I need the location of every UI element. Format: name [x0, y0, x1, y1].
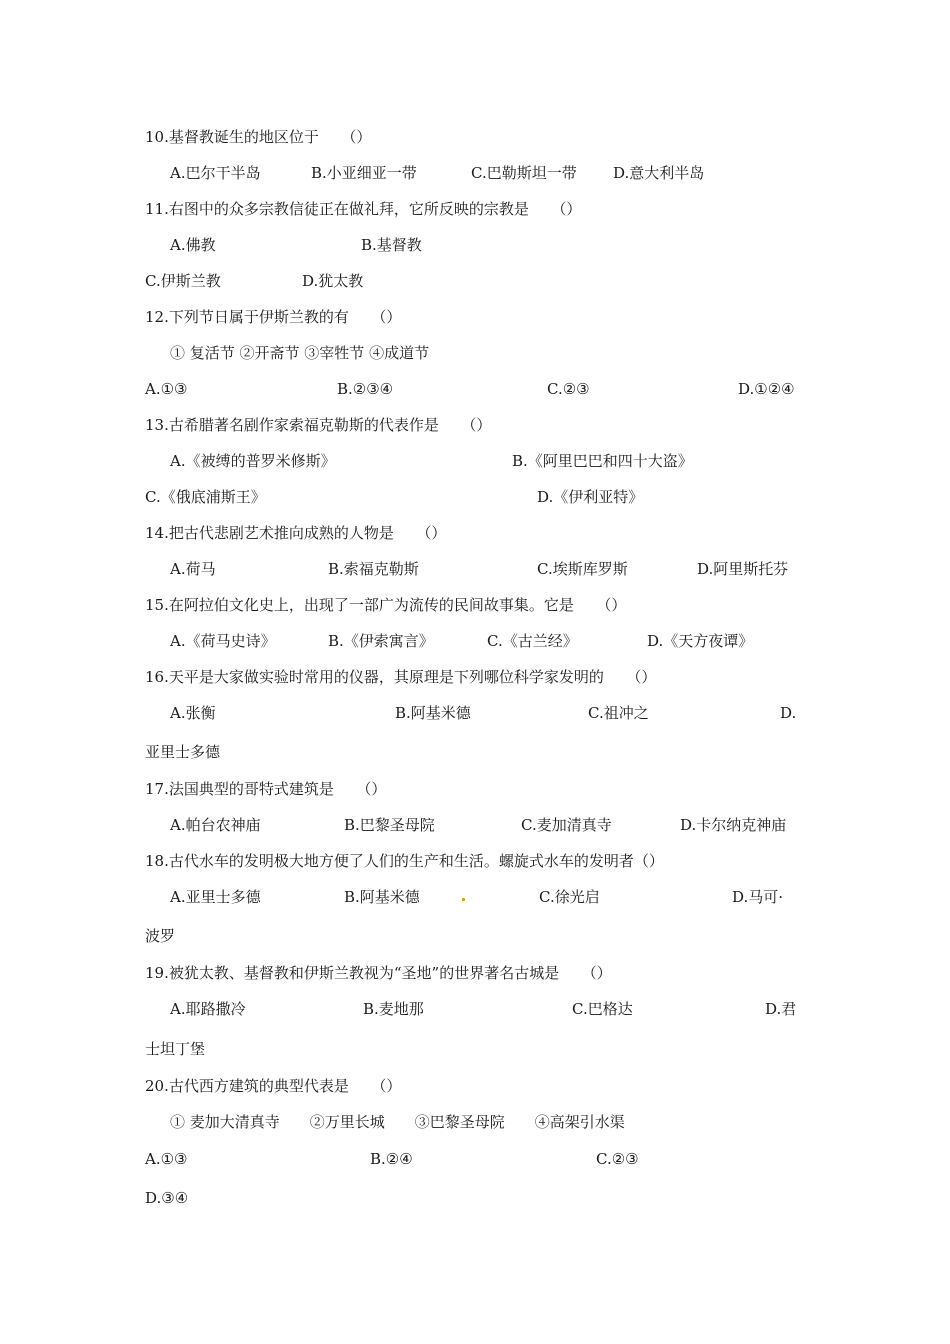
question-stem: 20.古代西方建筑的典型代表是 （） [145, 1077, 402, 1095]
option-d: D.君 [765, 1000, 797, 1018]
question-stem: 16.天平是大家做实验时常用的仪器，其原理是下列哪位科学家发明的 （） [145, 668, 657, 686]
option-d: D.阿里斯托芬 [697, 560, 789, 578]
option-b: B.②④ [370, 1150, 413, 1168]
option-b: B.麦地那 [363, 1000, 424, 1018]
option-a: A.《被缚的普罗米修斯》 [170, 452, 336, 470]
option-a: A.张衡 [170, 704, 216, 722]
question-items: ① 麦加大清真寺 ②万里长城 ③巴黎圣母院 ④高架引水渠 [170, 1113, 625, 1131]
option-d: D.《伊利亚特》 [537, 488, 644, 506]
option-b: B.小亚细亚一带 [311, 164, 417, 182]
question-stem: 18.古代水车的发明极大地方便了人们的生产和生活。螺旋式水车的发明者（） [145, 852, 664, 870]
question-stem: 17.法国典型的哥特式建筑是 （） [145, 780, 387, 798]
option-b: B.巴黎圣母院 [344, 816, 435, 834]
option-c: C.埃斯库罗斯 [537, 560, 628, 578]
question-stem: 14.把古代悲剧艺术推向成熟的人物是 （） [145, 524, 447, 542]
option-a: A.荷马 [170, 560, 216, 578]
option-c: C.伊斯兰教 [145, 272, 221, 290]
option-a: A.《荷马史诗》 [170, 632, 276, 650]
option-d-continued: 亚里士多德 [145, 743, 221, 761]
option-b: B.《阿里巴巴和四十大盗》 [512, 452, 693, 470]
option-c: C.②③ [596, 1150, 639, 1168]
option-a: A.巴尔干半岛 [170, 164, 261, 182]
option-c: C.《古兰经》 [487, 632, 578, 650]
stray-mark [462, 898, 465, 901]
option-c: C.《俄底浦斯王》 [145, 488, 266, 506]
option-d: D.③④ [145, 1189, 189, 1207]
option-c: C.巴格达 [572, 1000, 633, 1018]
option-d: D.《天方夜谭》 [647, 632, 754, 650]
question-stem: 13.古希腊著名剧作家索福克勒斯的代表作是 （） [145, 416, 492, 434]
question-stem: 10.基督教诞生的地区位于 （） [145, 128, 372, 146]
option-d-continued: 士坦丁堡 [145, 1040, 206, 1058]
option-b: B.阿基米德 [395, 704, 471, 722]
question-stem: 11.右图中的众多宗教信徒正在做礼拜，它所反映的宗教是 （） [145, 200, 582, 218]
option-c: C.祖冲之 [588, 704, 649, 722]
option-d: D.马可· [732, 888, 784, 906]
option-b: B.阿基米德 [344, 888, 420, 906]
option-d: D.①②④ [738, 380, 795, 398]
question-stem: 15.在阿拉伯文化史上，出现了一部广为流传的民间故事集。它是 （） [145, 596, 627, 614]
question-items: ① 复活节 ②开斋节 ③宰牲节 ④成道节 [170, 344, 430, 362]
option-b: B.索福克勒斯 [328, 560, 419, 578]
option-a: A.耶路撒冷 [170, 1000, 246, 1018]
option-c: C.②③ [547, 380, 590, 398]
option-d: D.意大利半岛 [613, 164, 705, 182]
option-a: A.①③ [145, 1150, 188, 1168]
option-a: A.帕台农神庙 [170, 816, 261, 834]
option-a: A.①③ [145, 380, 188, 398]
option-a: A.亚里士多德 [170, 888, 261, 906]
option-b: B.《伊索寓言》 [328, 632, 434, 650]
question-stem: 12.下列节日属于伊斯兰教的有 （） [145, 308, 402, 326]
option-c: C.麦加清真寺 [521, 816, 612, 834]
option-b: B.②③④ [337, 380, 394, 398]
question-stem: 19.被犹太教、基督教和伊斯兰教视为“圣地”的世界著名古城是 （） [145, 964, 612, 982]
option-b: B.基督教 [361, 236, 422, 254]
option-d: D.犹太教 [302, 272, 364, 290]
option-a: A.佛教 [170, 236, 216, 254]
option-c: C.徐光启 [539, 888, 600, 906]
option-d: D.卡尔纳克神庙 [680, 816, 787, 834]
option-c: C.巴勒斯坦一带 [471, 164, 577, 182]
option-d-continued: 波罗 [145, 927, 176, 945]
option-d: D. [780, 704, 797, 722]
